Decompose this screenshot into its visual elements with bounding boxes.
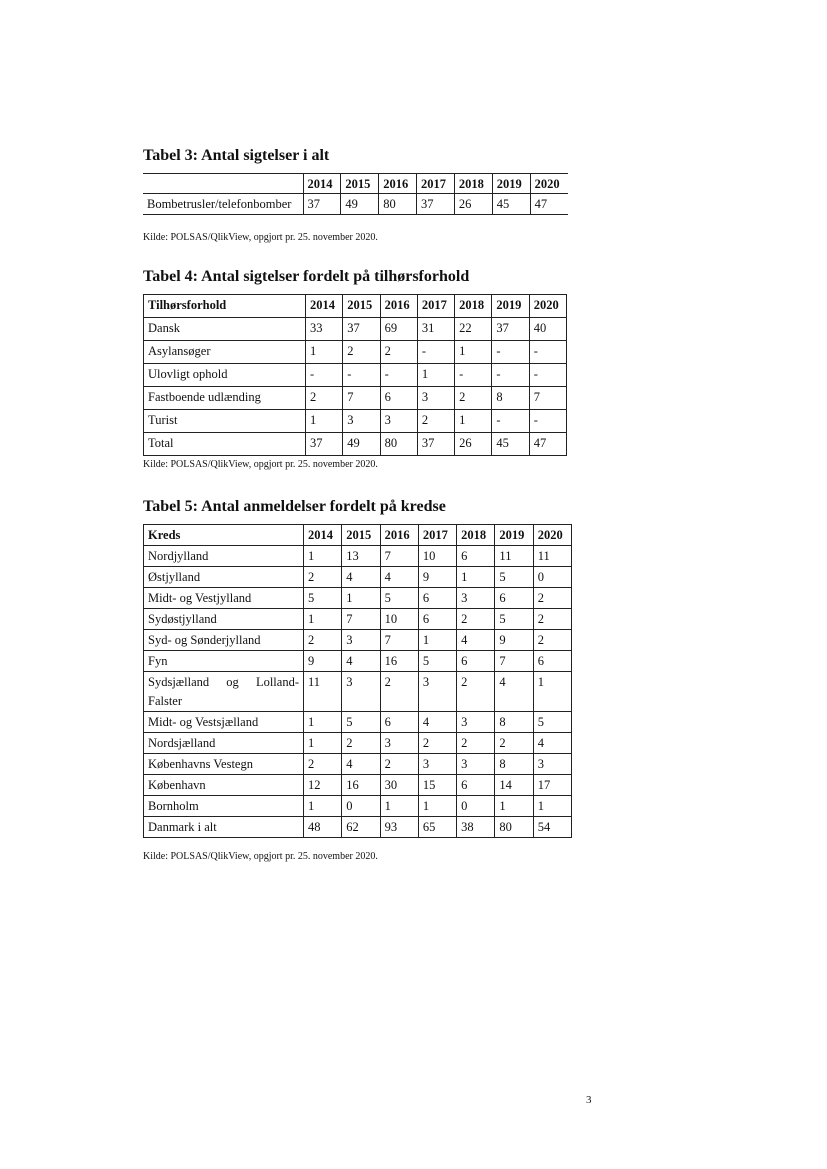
cell-value: 10 [418, 546, 456, 567]
row-label: Midt- og Vestjylland [144, 588, 304, 609]
cell-value: 1 [495, 796, 533, 817]
cell-value: 1 [455, 341, 492, 364]
table-row [144, 651, 572, 672]
table5-title: Tabel 5: Antal anmeldelser fordelt på kredse [143, 498, 446, 515]
cell-value: 4 [342, 754, 380, 775]
cell-value: 37 [417, 433, 454, 456]
cell-value: 10 [380, 609, 418, 630]
table-row [144, 609, 572, 630]
table4-title: Tabel 4: Antal sigtelser fordelt på tilhørsforhold [143, 268, 470, 285]
cell-value: 62 [342, 817, 380, 838]
cell-value: 4 [342, 651, 380, 672]
cell-value: - [529, 410, 566, 433]
table4-year: 2017 [417, 295, 454, 318]
row-label: Bornholm [144, 796, 304, 817]
cell-value: 4 [495, 672, 533, 712]
table-row [144, 588, 572, 609]
row-label: Syd- og Sønderjylland [144, 630, 304, 651]
table4-header-row [144, 295, 567, 318]
row-label: Bombetrusler/telefonbomber [143, 194, 303, 215]
cell-value: 1 [418, 630, 456, 651]
row-label: Østjylland [144, 567, 304, 588]
row-label: Dansk [144, 318, 306, 341]
cell-value: 5 [342, 712, 380, 733]
row-label: København [144, 775, 304, 796]
table3-year: 2020 [530, 174, 568, 194]
cell-value: 40 [529, 318, 566, 341]
cell-value: 6 [533, 651, 571, 672]
table5-year: 2016 [380, 525, 418, 546]
cell-value: 2 [342, 733, 380, 754]
cell-value: 33 [306, 318, 343, 341]
table-row [144, 410, 567, 433]
cell-value: 1 [380, 796, 418, 817]
row-label: Sydsjælland og Lolland-Falster [144, 672, 304, 712]
cell-value: - [492, 364, 529, 387]
table5-year: 2017 [418, 525, 456, 546]
cell-value: 9 [418, 567, 456, 588]
cell-value: 37 [492, 318, 529, 341]
row-label: Midt- og Vestsjælland [144, 712, 304, 733]
cell-value: 11 [533, 546, 571, 567]
table3-header-blank [143, 174, 303, 194]
cell-value: 80 [495, 817, 533, 838]
cell-value: 8 [492, 387, 529, 410]
cell-value: 1 [457, 567, 495, 588]
cell-value: 3 [380, 410, 417, 433]
cell-value: 7 [380, 630, 418, 651]
cell-value: 1 [342, 588, 380, 609]
cell-value: 1 [533, 672, 571, 712]
cell-value: 4 [457, 630, 495, 651]
cell-value: 6 [418, 609, 456, 630]
cell-value: 2 [533, 588, 571, 609]
cell-value: 2 [380, 754, 418, 775]
cell-value: 80 [380, 433, 417, 456]
table-row [144, 387, 567, 410]
cell-value: 6 [457, 775, 495, 796]
cell-value: - [306, 364, 343, 387]
cell-value: 11 [495, 546, 533, 567]
table-row [144, 364, 567, 387]
table-row [144, 341, 567, 364]
cell-value: - [455, 364, 492, 387]
cell-value: 31 [417, 318, 454, 341]
cell-value: 0 [457, 796, 495, 817]
cell-value: 26 [454, 194, 492, 215]
cell-value: 1 [304, 546, 342, 567]
row-label: Sydøstjylland [144, 609, 304, 630]
cell-value: 8 [495, 754, 533, 775]
cell-value: 2 [418, 733, 456, 754]
table4-year: 2019 [492, 295, 529, 318]
cell-value: 26 [455, 433, 492, 456]
table4-year: 2016 [380, 295, 417, 318]
table3-year: 2018 [454, 174, 492, 194]
cell-value: 2 [457, 672, 495, 712]
table4-source: Kilde: POLSAS/QlikView, opgjort pr. 25. november 2020. [143, 459, 378, 470]
cell-value: 69 [380, 318, 417, 341]
cell-value: 2 [455, 387, 492, 410]
cell-value: 5 [495, 567, 533, 588]
cell-value: - [380, 364, 417, 387]
cell-value: - [492, 410, 529, 433]
cell-value: 49 [341, 194, 379, 215]
cell-value: 30 [380, 775, 418, 796]
cell-value: 3 [457, 754, 495, 775]
cell-value: 11 [304, 672, 342, 712]
cell-value: 16 [342, 775, 380, 796]
table5-header-row [144, 525, 572, 546]
cell-value: 1 [304, 712, 342, 733]
table5-body [144, 546, 572, 838]
cell-value: 3 [533, 754, 571, 775]
cell-value: 1 [533, 796, 571, 817]
cell-value: 38 [457, 817, 495, 838]
cell-value: 47 [530, 194, 568, 215]
cell-value: 47 [529, 433, 566, 456]
table5-year: 2019 [495, 525, 533, 546]
cell-value: 93 [380, 817, 418, 838]
table-row [144, 318, 567, 341]
cell-value: 22 [455, 318, 492, 341]
cell-value: 65 [418, 817, 456, 838]
table4 [143, 294, 567, 456]
cell-value: 14 [495, 775, 533, 796]
cell-value: 0 [342, 796, 380, 817]
cell-value: 17 [533, 775, 571, 796]
cell-value: - [492, 341, 529, 364]
table3-source: Kilde: POLSAS/QlikView, opgjort pr. 25. november 2020. [143, 232, 378, 243]
cell-value: 48 [304, 817, 342, 838]
table-row [144, 712, 572, 733]
cell-value: - [417, 341, 454, 364]
table-row [144, 567, 572, 588]
cell-value: 15 [418, 775, 456, 796]
cell-value: 5 [304, 588, 342, 609]
table-row [144, 733, 572, 754]
cell-value: 2 [533, 630, 571, 651]
table3-title: Tabel 3: Antal sigtelser i alt [143, 147, 330, 164]
cell-value: 45 [492, 433, 529, 456]
cell-value: 37 [303, 194, 341, 215]
table3-year: 2014 [303, 174, 341, 194]
cell-value: 37 [417, 194, 455, 215]
cell-value: 2 [380, 672, 418, 712]
cell-value: 1 [418, 796, 456, 817]
cell-value: 1 [304, 733, 342, 754]
table4-header-label: Tilhørsforhold [144, 295, 306, 318]
row-label: Danmark i alt [144, 817, 304, 838]
cell-value: 5 [380, 588, 418, 609]
cell-value: 3 [457, 712, 495, 733]
table5-year: 2020 [533, 525, 571, 546]
table-row [143, 194, 568, 215]
row-label: Københavns Vestegn [144, 754, 304, 775]
table5-year: 2014 [304, 525, 342, 546]
table3-year: 2016 [379, 174, 417, 194]
row-label: Ulovligt ophold [144, 364, 306, 387]
cell-value: 16 [380, 651, 418, 672]
table3-year: 2015 [341, 174, 379, 194]
table-row [144, 672, 572, 712]
table4-year: 2020 [529, 295, 566, 318]
cell-value: 49 [343, 433, 380, 456]
table5-header-label: Kreds [144, 525, 304, 546]
cell-value: 5 [533, 712, 571, 733]
cell-value: - [529, 364, 566, 387]
cell-value: 3 [418, 672, 456, 712]
cell-value: 3 [380, 733, 418, 754]
row-label: Asylansøger [144, 341, 306, 364]
cell-value: 6 [457, 546, 495, 567]
cell-value: 0 [533, 567, 571, 588]
table3-year: 2019 [492, 174, 530, 194]
cell-value: 4 [380, 567, 418, 588]
cell-value: 2 [304, 567, 342, 588]
cell-value: 2 [304, 630, 342, 651]
cell-value: 3 [343, 410, 380, 433]
table4-year: 2014 [306, 295, 343, 318]
cell-value: 7 [380, 546, 418, 567]
cell-value: 3 [418, 754, 456, 775]
cell-value: 2 [306, 387, 343, 410]
cell-value: 3 [417, 387, 454, 410]
table4-year: 2018 [455, 295, 492, 318]
cell-value: 6 [457, 651, 495, 672]
cell-value: 6 [380, 387, 417, 410]
cell-value: - [529, 341, 566, 364]
row-label: Nordsjælland [144, 733, 304, 754]
cell-value: 3 [342, 630, 380, 651]
cell-value: 80 [379, 194, 417, 215]
cell-value: 1 [304, 609, 342, 630]
cell-value: 2 [457, 733, 495, 754]
table3-year: 2017 [417, 174, 455, 194]
row-label: Turist [144, 410, 306, 433]
cell-value: 2 [495, 733, 533, 754]
table5-year: 2018 [457, 525, 495, 546]
cell-value: 37 [343, 318, 380, 341]
table5-source: Kilde: POLSAS/QlikView, opgjort pr. 25. november 2020. [143, 851, 378, 862]
cell-value: 1 [417, 364, 454, 387]
table3-header-row [143, 174, 568, 194]
cell-value: 6 [380, 712, 418, 733]
cell-value: 5 [418, 651, 456, 672]
cell-value: 1 [306, 410, 343, 433]
row-label: Fyn [144, 651, 304, 672]
table-row [144, 796, 572, 817]
cell-value: - [343, 364, 380, 387]
cell-value: 4 [533, 733, 571, 754]
cell-value: 2 [304, 754, 342, 775]
table-row [144, 546, 572, 567]
page-number: 3 [586, 1094, 592, 1106]
cell-value: 2 [343, 341, 380, 364]
row-label: Fastboende udlænding [144, 387, 306, 410]
cell-value: 5 [495, 609, 533, 630]
cell-value: 45 [492, 194, 530, 215]
table-row [144, 817, 572, 838]
cell-value: 9 [304, 651, 342, 672]
cell-value: 7 [529, 387, 566, 410]
cell-value: 7 [343, 387, 380, 410]
cell-value: 3 [457, 588, 495, 609]
table5 [143, 524, 572, 838]
table4-body [144, 318, 567, 456]
cell-value: 7 [495, 651, 533, 672]
cell-value: 2 [533, 609, 571, 630]
table3 [143, 173, 568, 215]
table-row [144, 775, 572, 796]
row-label: Total [144, 433, 306, 456]
cell-value: 37 [306, 433, 343, 456]
cell-value: 1 [455, 410, 492, 433]
cell-value: 1 [304, 796, 342, 817]
cell-value: 2 [457, 609, 495, 630]
table4-year: 2015 [343, 295, 380, 318]
table-row [144, 433, 567, 456]
table-row [144, 754, 572, 775]
cell-value: 7 [342, 609, 380, 630]
cell-value: 3 [342, 672, 380, 712]
table-row [144, 630, 572, 651]
cell-value: 6 [495, 588, 533, 609]
cell-value: 12 [304, 775, 342, 796]
cell-value: 2 [417, 410, 454, 433]
cell-value: 9 [495, 630, 533, 651]
cell-value: 1 [306, 341, 343, 364]
cell-value: 54 [533, 817, 571, 838]
cell-value: 6 [418, 588, 456, 609]
cell-value: 13 [342, 546, 380, 567]
cell-value: 2 [380, 341, 417, 364]
table5-year: 2015 [342, 525, 380, 546]
cell-value: 4 [342, 567, 380, 588]
cell-value: 4 [418, 712, 456, 733]
row-label: Nordjylland [144, 546, 304, 567]
cell-value: 8 [495, 712, 533, 733]
